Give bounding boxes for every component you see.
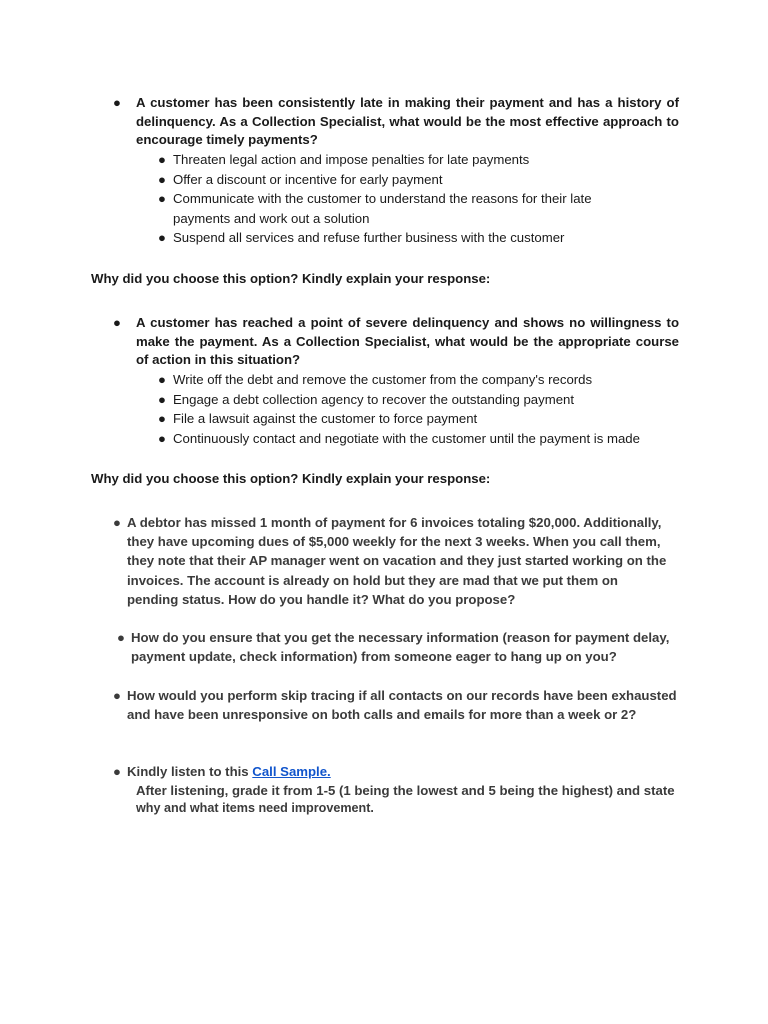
bullet-icon: ● (113, 315, 121, 330)
bullet-icon: ● (158, 152, 166, 167)
call-sample-item (113, 762, 683, 817)
question-1-options (158, 150, 658, 248)
open-question-1-text: A debtor has missed 1 month of payment for 6 invoices totaling $20,000. Additionally, they have upcoming dues of $5,000 weekly for the next 3 weeks. When you call them, they note that their AP manager went on vacation and they just started working on the invoices. The account is already on hold but they are mad that we put them on pending status. How do you handle it? What do you propose? (127, 515, 667, 607)
open-question-2-text: How do you ensure that you get the necessary information (reason for payment delay, payment update, check information) from someone eager to hang up on you? (131, 630, 670, 665)
list-item: ● File a lawsuit against the customer to force payment (158, 409, 658, 429)
bullet-icon: ● (158, 171, 166, 187)
question-1-text: A customer has been consistently late in making their payment and has a history of delinquency. As a Collection Specialist, what would be the most effective approach to encourage timely payments? (136, 95, 679, 148)
bullet-icon: ● (158, 430, 166, 446)
bullet-icon: ● (158, 411, 166, 427)
open-question-3-text: How would you perform skip tracing if all contacts on our records have been exhausted and have been unresponsive on both calls and emails for more than a week or 2? (127, 688, 677, 723)
call-sample-prefix: Kindly listen to this (127, 764, 253, 779)
bullet-icon: ● (158, 372, 166, 387)
bullet-icon: ● (113, 515, 121, 530)
question-2-text: A customer has reached a point of severe delinquency and shows no willingness to make the payment. As a Collection Specialist, what would be the appropriate course of action in this situation? (136, 315, 679, 368)
list-item: ● Offer a discount or incentive for early payment (158, 170, 658, 190)
list-item: ● Write off the debt and remove the customer from the company's records (158, 370, 658, 390)
question-1 (113, 94, 679, 150)
open-question-1 (113, 513, 669, 609)
bullet-icon: ● (158, 391, 166, 407)
bullet-icon: ● (117, 630, 125, 645)
list-item: ● Suspend all services and refuse further business with the customer (158, 228, 658, 248)
list-item: ● Engage a debt collection agency to recover the outstanding payment (158, 390, 658, 410)
list-item: ● Continuously contact and negotiate with the customer until the payment is made (158, 429, 693, 449)
list-item: ● Communicate with the customer to understand the reasons for their late payments and work out a solution (158, 191, 592, 226)
question-2 (113, 314, 679, 370)
bullet-icon: ● (113, 95, 121, 110)
why-prompt-2: Why did you choose this option? Kindly explain your response: (91, 471, 491, 486)
list-item: ● Threaten legal action and impose penalties for late payments (158, 150, 658, 170)
bullet-icon: ● (158, 230, 166, 246)
call-sample-instruction-2: why and what items need improvement. (136, 801, 374, 816)
bullet-icon: ● (113, 688, 121, 703)
question-2-options (158, 370, 658, 448)
bullet-icon: ● (158, 191, 166, 207)
open-question-3 (113, 686, 679, 724)
why-prompt-1: Why did you choose this option? Kindly explain your response: (91, 271, 491, 286)
bullet-icon: ● (113, 764, 121, 779)
call-sample-instruction: After listening, grade it from 1-5 (1 being the lowest and 5 being the highest) and state (136, 783, 675, 799)
call-sample-link[interactable]: Call Sample. (252, 764, 331, 779)
open-question-2 (113, 628, 679, 666)
